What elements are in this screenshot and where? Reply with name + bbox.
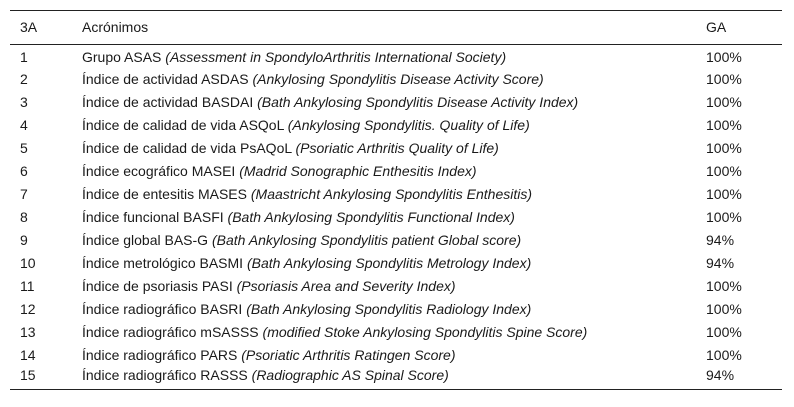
acronym-name: Índice de actividad BASDAI — [82, 93, 254, 110]
row-number: 12 — [20, 300, 36, 317]
row-number: 5 — [20, 139, 28, 156]
acronym-name: Índice de calidad de vida ASQoL — [82, 116, 284, 133]
table-row — [10, 91, 782, 114]
row-number: 6 — [20, 162, 28, 179]
row-acronym-cell — [72, 183, 696, 206]
acronym-name: Índice global BAS-G — [82, 231, 209, 248]
acronym-full-name: (Radiographic AS Spinal Score) — [251, 367, 449, 384]
row-acronym-cell — [72, 160, 696, 183]
acronym-name: Índice de calidad de vida PsAQoL — [82, 139, 292, 156]
table-body — [10, 45, 782, 390]
header-row — [10, 11, 782, 45]
acronym-full-name: (Bath Ankylosing Spondylitis patient Global score) — [211, 231, 522, 248]
table-row — [10, 367, 782, 390]
row-number: 9 — [20, 231, 28, 248]
acronym-full-name: (Bath Ankylosing Spondylitis Metrology Index) — [246, 254, 532, 271]
row-acronym-cell — [72, 367, 696, 390]
acronym-full-name: (Bath Ankylosing Spondylitis Disease Activity Index) — [257, 93, 579, 110]
table-row — [10, 114, 782, 137]
acronym-full-name: (Psoriatic Arthritis Ratingen Score) — [241, 346, 456, 363]
header-acronyms: Acrónimos — [82, 19, 149, 35]
row-ga: 100% — [706, 162, 742, 179]
row-number: 10 — [20, 254, 36, 271]
row-ga: 100% — [706, 70, 742, 87]
acronym-full-name: (Ankylosing Spondylitis. Quality of Life) — [287, 116, 530, 133]
row-number: 8 — [20, 208, 28, 225]
row-number: 11 — [20, 277, 35, 294]
acronym-full-name: (modified Stoke Ankylosing Spondylitis Spine Score) — [262, 323, 588, 340]
table-row — [10, 45, 782, 68]
row-acronym-cell — [72, 275, 696, 298]
row-ga: 100% — [706, 93, 742, 110]
row-ga: 100% — [706, 277, 742, 294]
row-number: 14 — [20, 346, 36, 363]
acronym-full-name: (Bath Ankylosing Spondylitis Radiology Index) — [246, 300, 532, 317]
acronym-name: Índice radiográfico RASSS — [82, 367, 248, 384]
row-number: 7 — [20, 185, 28, 202]
row-acronym-cell — [72, 91, 696, 114]
table-row — [10, 206, 782, 229]
row-acronym-cell — [72, 137, 696, 160]
acronym-name: Índice funcional BASFI — [82, 208, 224, 225]
table-row — [10, 68, 782, 91]
acronym-name: Grupo ASAS — [82, 49, 162, 66]
row-number: 2 — [20, 70, 28, 87]
table-row — [10, 252, 782, 275]
row-ga: 100% — [706, 49, 742, 66]
row-ga: 94% — [706, 231, 735, 248]
row-acronym-cell — [72, 252, 696, 275]
row-acronym-cell — [72, 298, 696, 321]
row-acronym-cell — [72, 45, 696, 68]
table-row — [10, 229, 782, 252]
row-ga: 100% — [706, 185, 742, 202]
header-ga: GA — [706, 19, 727, 35]
row-ga: 100% — [706, 346, 742, 363]
row-number: 4 — [20, 116, 28, 133]
row-ga: 100% — [706, 116, 742, 133]
row-number: 1 — [20, 49, 28, 66]
acronym-name: Índice radiográfico PARS — [82, 346, 238, 363]
acronym-name: Índice ecográfico MASEI — [82, 162, 236, 179]
acronym-full-name: (Madrid Sonographic Enthesitis Index) — [239, 162, 477, 179]
row-ga: 100% — [706, 208, 742, 225]
table-row — [10, 275, 782, 298]
row-number: 15 — [20, 367, 36, 384]
table-row — [10, 183, 782, 206]
acronym-name: Índice metrológico BASMI — [82, 254, 244, 271]
row-acronym-cell — [72, 321, 696, 344]
acronym-full-name: (Bath Ankylosing Spondylitis Functional Index) — [227, 208, 515, 225]
table-row — [10, 160, 782, 183]
table-row — [10, 321, 782, 344]
acronym-name: Índice de psoriasis PASI — [82, 277, 233, 294]
header-number: 3A — [20, 19, 38, 35]
table-header — [10, 11, 782, 45]
row-acronym-cell — [72, 114, 696, 137]
acronym-name: Índice radiográfico BASRI — [82, 300, 243, 317]
row-number: 13 — [20, 323, 36, 340]
acronym-full-name: (Assessment in SpondyloArthritis International Society) — [165, 49, 507, 66]
table-row — [10, 137, 782, 160]
row-acronym-cell — [72, 344, 696, 367]
acronym-full-name: (Maastricht Ankylosing Spondylitis Enthesitis) — [250, 185, 533, 202]
row-ga: 100% — [706, 300, 742, 317]
table-row — [10, 344, 782, 367]
row-acronym-cell — [72, 206, 696, 229]
row-ga: 94% — [706, 367, 735, 384]
row-number: 3 — [20, 93, 28, 110]
acronym-full-name: (Psoriatic Arthritis Quality of Life) — [295, 139, 499, 156]
row-ga: 100% — [706, 323, 742, 340]
acronym-full-name: (Psoriasis Area and Severity Index) — [236, 277, 456, 294]
acronyms-table — [10, 10, 782, 390]
row-acronym-cell — [72, 68, 696, 91]
acronym-name: Índice radiográfico mSASSS — [82, 323, 259, 340]
acronym-name: Índice de actividad ASDAS — [82, 70, 249, 87]
row-acronym-cell — [72, 229, 696, 252]
acronym-name: Índice de entesitis MASES — [82, 185, 247, 202]
table-row — [10, 298, 782, 321]
row-ga: 94% — [706, 254, 735, 271]
acronym-full-name: (Ankylosing Spondylitis Disease Activity Score) — [252, 70, 544, 87]
row-ga: 100% — [706, 139, 742, 156]
